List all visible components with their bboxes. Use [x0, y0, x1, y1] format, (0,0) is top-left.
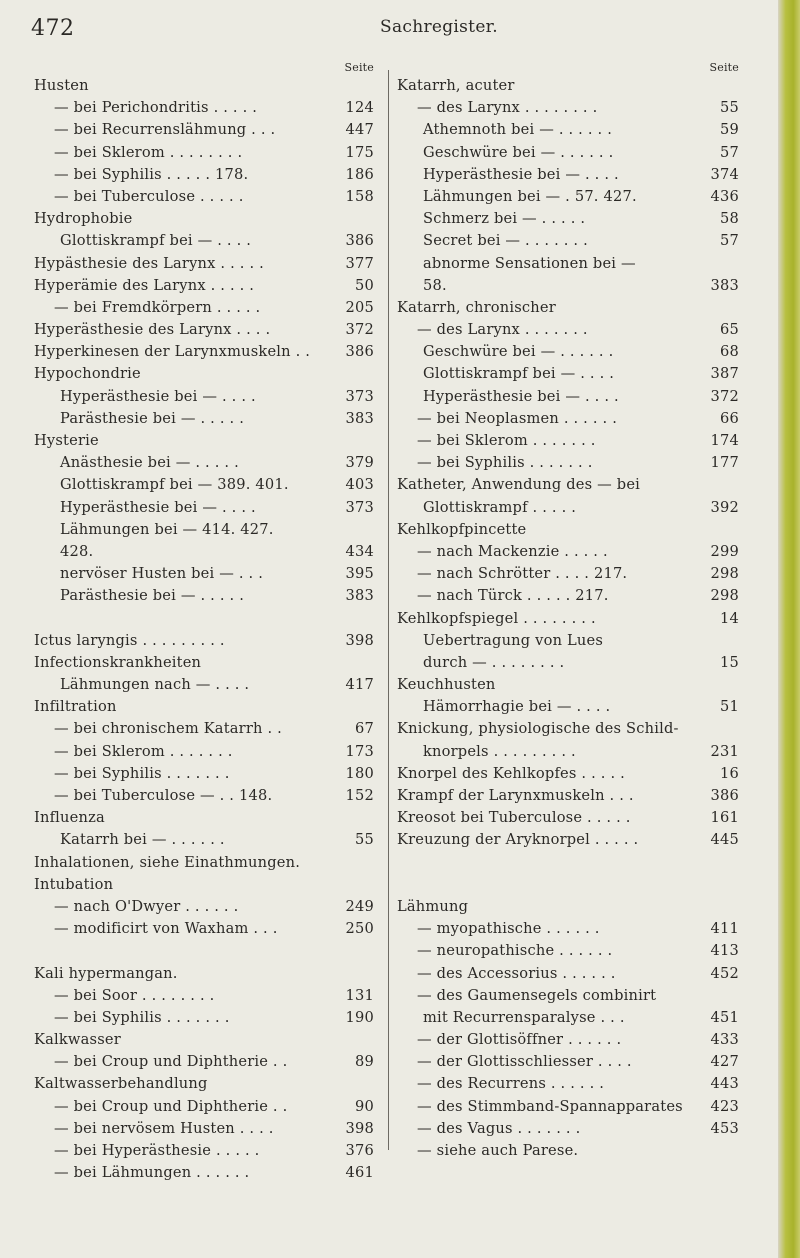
index-entry	[397, 142, 739, 164]
index-entry	[34, 896, 374, 918]
entry-term: — bei Sklerom . . . . . . .	[54, 742, 233, 760]
index-entry	[34, 563, 374, 585]
index-entry	[34, 1118, 374, 1140]
entry-term: Kaltwasserbehandlung	[34, 1075, 208, 1093]
entry-page-number: 379	[345, 454, 374, 472]
index-entry	[397, 674, 739, 696]
entry-term: Hypästhesie des Larynx . . . . .	[34, 254, 264, 272]
index-entry	[397, 896, 739, 918]
entry-page-number: 445	[710, 831, 739, 849]
index-entry	[34, 963, 374, 985]
entry-term: — des Larynx . . . . . . .	[417, 321, 588, 339]
entry-page-number: 14	[720, 609, 739, 627]
entry-term: — bei Croup und Diphtherie . .	[54, 1097, 288, 1115]
entry-page-number: 452	[710, 964, 739, 982]
entry-term: Hyperästhesie bei — . . . .	[60, 387, 256, 405]
index-entry	[397, 585, 739, 607]
entry-page-number: 177	[710, 454, 739, 472]
entry-term: Athemnoth bei — . . . . . .	[423, 121, 613, 139]
entry-page-number: 68	[720, 343, 739, 361]
index-entry	[34, 253, 374, 275]
index-entry	[34, 1162, 374, 1184]
entry-page-number: 411	[710, 920, 739, 938]
entry-term: — bei Recurrenslähmung . . .	[54, 121, 276, 139]
entry-page-number: 65	[720, 321, 739, 339]
entry-term: Ictus laryngis . . . . . . . . .	[34, 631, 225, 649]
index-entry	[397, 1007, 739, 1029]
entry-page-number: 372	[345, 321, 374, 339]
index-entry	[397, 275, 739, 297]
entry-term: Anästhesie bei — . . . . .	[60, 454, 239, 472]
entry-page-number: 55	[355, 831, 374, 849]
entry-page-number: 398	[345, 631, 374, 649]
entry-page-number: 386	[345, 343, 374, 361]
entry-page-number: 443	[710, 1075, 739, 1093]
index-entry	[34, 142, 374, 164]
entry-term: — bei Sklerom . . . . . . . .	[54, 143, 243, 161]
entry-term: Kehlkopfpincette	[397, 520, 527, 538]
index-entry	[34, 430, 374, 452]
entry-term: Hyperästhesie des Larynx . . . .	[34, 321, 271, 339]
entry-page-number: 89	[355, 1053, 374, 1071]
index-entry	[34, 741, 374, 763]
index-entry	[34, 874, 374, 896]
right-index-column	[397, 58, 739, 1162]
entry-term: — bei Neoplasmen . . . . . .	[417, 409, 618, 427]
entry-term: Husten	[34, 77, 89, 94]
index-entry	[34, 918, 374, 940]
entry-page-number: 383	[710, 276, 739, 294]
entry-term: — modificirt von Waxham . . .	[54, 920, 278, 938]
entry-term: Hyperkinesen der Larynxmuskeln . .	[34, 343, 311, 361]
entry-term: Hysterie	[34, 432, 99, 449]
entry-term: Knorpel des Kehlkopfes . . . . .	[397, 764, 625, 782]
entry-page-number: 250	[345, 920, 374, 938]
entry-page-number: 383	[345, 587, 374, 605]
entry-page-number: 461	[345, 1164, 374, 1182]
entry-term: Parästhesie bei — . . . . .	[60, 587, 245, 605]
index-entry	[34, 319, 374, 341]
index-entry	[397, 1051, 739, 1073]
index-entry	[34, 763, 374, 785]
entry-page-number: 161	[710, 809, 739, 827]
entry-term: — neuropathische . . . . . .	[417, 942, 613, 960]
index-entry	[397, 341, 739, 363]
index-entry	[34, 1140, 374, 1162]
entry-term: Kreosot bei Tuberculose . . . . .	[397, 809, 631, 827]
index-entry	[34, 230, 374, 252]
entry-term: Schmerz bei — . . . . .	[423, 210, 586, 228]
entry-page-number: 175	[345, 143, 374, 161]
entry-term: — nach Schrötter . . . . 217.	[417, 565, 628, 583]
blank-line	[397, 874, 739, 896]
entry-term: Geschwüre bei — . . . . . .	[423, 143, 614, 161]
entry-page-number: 387	[710, 365, 739, 383]
index-entry	[397, 608, 739, 630]
entry-page-number: 16	[720, 764, 739, 782]
page-number: 472	[31, 16, 75, 41]
entry-page-number: 66	[720, 409, 739, 427]
entry-page-number: 427	[710, 1053, 739, 1071]
entry-page-number: 447	[345, 121, 374, 139]
entry-page-number: 398	[345, 1119, 374, 1137]
entry-term: — bei Perichondritis . . . . .	[54, 99, 258, 117]
entry-term: Hyperästhesie bei — . . . .	[423, 387, 619, 405]
entry-page-number: 124	[345, 99, 374, 117]
index-entry	[34, 519, 374, 541]
index-entry	[34, 585, 374, 607]
entry-term: Katarrh bei — . . . . . .	[60, 831, 225, 849]
entry-term: — nach Mackenzie . . . . .	[417, 542, 608, 560]
index-entry	[34, 297, 374, 319]
entry-term: — des Vagus . . . . . . .	[417, 1119, 581, 1137]
entry-term: Parästhesie bei — . . . . .	[60, 409, 245, 427]
index-entry	[34, 75, 374, 97]
index-entry	[397, 97, 739, 119]
index-entry	[34, 386, 374, 408]
index-entry	[34, 785, 374, 807]
entry-term: Lähmungen bei — . 57. 427.	[423, 187, 637, 205]
entry-term: 428.	[60, 542, 94, 560]
index-entry	[34, 1029, 374, 1051]
index-entry	[34, 1051, 374, 1073]
entry-page-number: 386	[345, 232, 374, 250]
index-entry	[397, 408, 739, 430]
entry-page-number: 15	[720, 653, 739, 671]
index-entry	[397, 186, 739, 208]
index-entry	[34, 1073, 374, 1095]
index-entry	[397, 630, 739, 652]
index-entry	[34, 208, 374, 230]
index-entry	[34, 186, 374, 208]
entry-term: — bei Fremdkörpern . . . . .	[54, 298, 261, 316]
entry-term: — siehe auch Parese.	[417, 1142, 579, 1159]
entry-page-number: 436	[710, 187, 739, 205]
index-entry	[397, 386, 739, 408]
index-entry	[34, 541, 374, 563]
entry-page-number: 59	[720, 121, 739, 139]
index-entry	[34, 674, 374, 696]
index-entry	[397, 75, 739, 97]
entry-term: Glottiskrampf . . . . .	[423, 498, 577, 516]
entry-term: Hydrophobie	[34, 210, 133, 228]
entry-term: — myopathische . . . . . .	[417, 920, 600, 938]
page-edge	[778, 0, 800, 1258]
running-title: Sachregister.	[380, 17, 498, 37]
index-entry	[34, 652, 374, 674]
index-entry	[397, 474, 739, 496]
entry-term: — bei Croup und Diphtherie . .	[54, 1053, 288, 1071]
index-entry	[34, 1096, 374, 1118]
entry-page-number: 423	[710, 1097, 739, 1115]
entry-term: Katarrh, chronischer	[397, 298, 556, 316]
index-entry	[34, 985, 374, 1007]
index-entry	[397, 741, 739, 763]
entry-page-number: 376	[345, 1142, 374, 1159]
index-entry	[397, 297, 739, 319]
entry-term: — bei Hyperästhesie . . . . .	[54, 1142, 260, 1159]
entry-page-number: 51	[720, 698, 739, 716]
entry-term: Geschwüre bei — . . . . . .	[423, 343, 614, 361]
entry-term: nervöser Husten bei — . . .	[60, 565, 264, 583]
entry-term: — des Recurrens . . . . . .	[417, 1075, 605, 1093]
entry-page-number: 174	[710, 432, 739, 449]
entry-term: Kehlkopfspiegel . . . . . . . .	[397, 609, 596, 627]
entry-page-number: 434	[345, 542, 374, 560]
entry-term: — der Glottisschliesser . . . .	[417, 1053, 632, 1071]
index-entry	[34, 408, 374, 430]
index-entry	[397, 208, 739, 230]
entry-term: Infectionskrankheiten	[34, 653, 202, 671]
entry-page-number: 205	[345, 298, 374, 316]
entry-term: Glottiskrampf bei — 389. 401.	[60, 476, 289, 494]
entry-page-number: 67	[355, 720, 374, 738]
entry-page-number: 298	[710, 565, 739, 583]
index-entry	[397, 1140, 739, 1162]
entry-term: Knickung, physiologische des Schild-	[397, 720, 679, 738]
entry-page-number: 57	[720, 143, 739, 161]
entry-term: durch — . . . . . . . .	[423, 653, 565, 671]
entry-term: — bei Sklerom . . . . . . .	[417, 432, 596, 449]
index-entry	[397, 563, 739, 585]
index-entry	[397, 829, 739, 851]
entry-page-number: 373	[345, 387, 374, 405]
entry-term: — bei chronischem Katarrh . .	[54, 720, 282, 738]
entry-term: Hyperästhesie bei — . . . .	[423, 165, 619, 183]
entry-term: — nach O'Dwyer . . . . . .	[54, 897, 239, 915]
entry-term: — bei nervösem Husten . . . .	[54, 1119, 274, 1137]
index-entry	[397, 253, 739, 275]
entry-term: — der Glottisöffner . . . . . .	[417, 1031, 622, 1049]
entry-term: Secret bei — . . . . . . .	[423, 232, 588, 250]
entry-page-number: 90	[355, 1097, 374, 1115]
entry-term: Kreuzung der Aryknorpel . . . . .	[397, 831, 639, 849]
entry-term: — bei Syphilis . . . . . . .	[54, 764, 230, 782]
entry-term: Influenza	[34, 809, 105, 827]
index-entry	[397, 918, 739, 940]
entry-term: Hämorrhagie bei — . . . .	[423, 698, 611, 716]
entry-page-number: 383	[345, 409, 374, 427]
index-entry	[397, 363, 739, 385]
entry-page-number: 373	[345, 498, 374, 516]
entry-page-number: 58	[720, 210, 739, 228]
index-entry	[397, 119, 739, 141]
entry-term: Lähmungen nach — . . . .	[60, 676, 250, 694]
entry-term: abnorme Sensationen bei —	[423, 254, 636, 272]
index-entry	[397, 940, 739, 962]
index-entry	[397, 541, 739, 563]
entry-page-number: 180	[345, 764, 374, 782]
entry-term: Intubation	[34, 875, 114, 893]
index-entry	[397, 519, 739, 541]
entry-page-number: 298	[710, 587, 739, 605]
entry-page-number: 186	[345, 165, 374, 183]
blank-line	[34, 940, 374, 962]
entry-term: Krampf der Larynxmuskeln . . .	[397, 787, 634, 804]
index-entry	[397, 452, 739, 474]
entry-page-number: 152	[345, 787, 374, 804]
index-entry	[34, 852, 374, 874]
entry-page-number: 392	[710, 498, 739, 516]
entry-term: — des Stimmband-Spannapparates	[417, 1097, 683, 1115]
entry-term: knorpels . . . . . . . . .	[423, 742, 576, 760]
index-entry	[34, 341, 374, 363]
index-entry	[34, 1007, 374, 1029]
index-entry	[397, 497, 739, 519]
entry-term: mit Recurrensparalyse . . .	[423, 1008, 625, 1026]
entry-term: Glottiskrampf bei — . . . .	[423, 365, 615, 383]
index-entry	[397, 696, 739, 718]
page-header	[0, 16, 780, 46]
blank-line	[34, 608, 374, 630]
entry-term: — des Gaumensegels combinirt	[417, 986, 657, 1004]
entry-page-number: 433	[710, 1031, 739, 1049]
entry-page-number: 131	[345, 986, 374, 1004]
index-entry	[34, 807, 374, 829]
entry-term: Infiltration	[34, 698, 117, 716]
entry-page-number: 190	[345, 1008, 374, 1026]
entry-page-number: 395	[345, 565, 374, 583]
index-entry	[397, 164, 739, 186]
entry-page-number: 173	[345, 742, 374, 760]
entry-page-number: 377	[345, 254, 374, 272]
entry-term: Kali hypermangan.	[34, 964, 178, 982]
entry-term: Lähmung	[397, 897, 469, 915]
entry-page-number: 417	[345, 676, 374, 694]
index-entry	[397, 985, 739, 1007]
index-entry	[397, 718, 739, 740]
entry-page-number: 386	[710, 787, 739, 804]
index-entry	[34, 718, 374, 740]
entry-page-number: 372	[710, 387, 739, 405]
index-entry	[34, 119, 374, 141]
entry-page-number: 403	[345, 476, 374, 494]
index-entry	[34, 164, 374, 186]
entry-term: Hypochondrie	[34, 365, 141, 383]
entry-term: — bei Syphilis . . . . . . .	[54, 1008, 230, 1026]
entry-term: Glottiskrampf bei — . . . .	[60, 232, 252, 250]
index-entry	[397, 319, 739, 341]
entry-term: Hyperästhesie bei — . . . .	[60, 498, 256, 516]
entry-term: — bei Soor . . . . . . . .	[54, 986, 215, 1004]
entry-page-number: 374	[710, 165, 739, 183]
entry-page-number: 413	[710, 942, 739, 960]
entry-term: Inhalationen, siehe Einathmungen.	[34, 853, 301, 871]
index-entry	[34, 497, 374, 519]
entry-term: — bei Tuberculose . . . . .	[54, 187, 244, 205]
entry-term: Katheter, Anwendung des — bei	[397, 476, 641, 494]
entry-page-number: 299	[710, 542, 739, 560]
entry-page-number: 453	[710, 1119, 739, 1137]
entry-term: Katarrh, acuter	[397, 77, 515, 94]
index-entry	[397, 1073, 739, 1095]
index-entry	[397, 1118, 739, 1140]
entry-term: — bei Lähmungen . . . . . .	[54, 1164, 250, 1182]
left-index-column	[34, 58, 374, 1184]
index-entry	[34, 363, 374, 385]
index-entry	[34, 829, 374, 851]
index-entry	[34, 97, 374, 119]
index-entry	[397, 785, 739, 807]
entry-term: — des Larynx . . . . . . . .	[417, 99, 598, 117]
entry-term: — bei Syphilis . . . . . 178.	[54, 165, 249, 183]
index-entry	[34, 696, 374, 718]
index-entry	[397, 963, 739, 985]
index-entry	[397, 763, 739, 785]
index-entry	[397, 1096, 739, 1118]
seite-label: Seite	[709, 61, 739, 74]
index-entry	[34, 474, 374, 496]
entry-term: Uebertragung von Lues	[423, 631, 604, 649]
entry-term: 58.	[423, 276, 447, 294]
index-entry	[397, 1029, 739, 1051]
entry-term: — bei Syphilis . . . . . . .	[417, 454, 593, 472]
blank-line	[397, 852, 739, 874]
entry-page-number: 158	[345, 187, 374, 205]
entry-term: Kalkwasser	[34, 1031, 121, 1049]
entry-term: — nach Türck . . . . . 217.	[417, 587, 609, 605]
entry-page-number: 231	[710, 742, 739, 760]
entry-term: Hyperämie des Larynx . . . . .	[34, 276, 255, 294]
entry-page-number: 249	[345, 897, 374, 915]
entry-term: — des Accessorius . . . . . .	[417, 964, 616, 982]
entry-page-number: 57	[720, 232, 739, 250]
entry-term: — bei Tuberculose — . . 148.	[54, 787, 273, 804]
column-divider	[388, 70, 389, 1150]
index-entry	[397, 807, 739, 829]
index-entry	[34, 452, 374, 474]
index-entry	[34, 630, 374, 652]
seite-label: Seite	[344, 61, 374, 74]
entry-page-number: 55	[720, 99, 739, 117]
index-entry	[397, 652, 739, 674]
entry-term: Keuchhusten	[397, 676, 496, 694]
entry-page-number: 451	[710, 1008, 739, 1026]
entry-term: Lähmungen bei — 414. 427.	[60, 520, 274, 538]
entry-page-number: 50	[355, 276, 374, 294]
index-entry	[397, 230, 739, 252]
index-entry	[34, 275, 374, 297]
index-entry	[397, 430, 739, 452]
